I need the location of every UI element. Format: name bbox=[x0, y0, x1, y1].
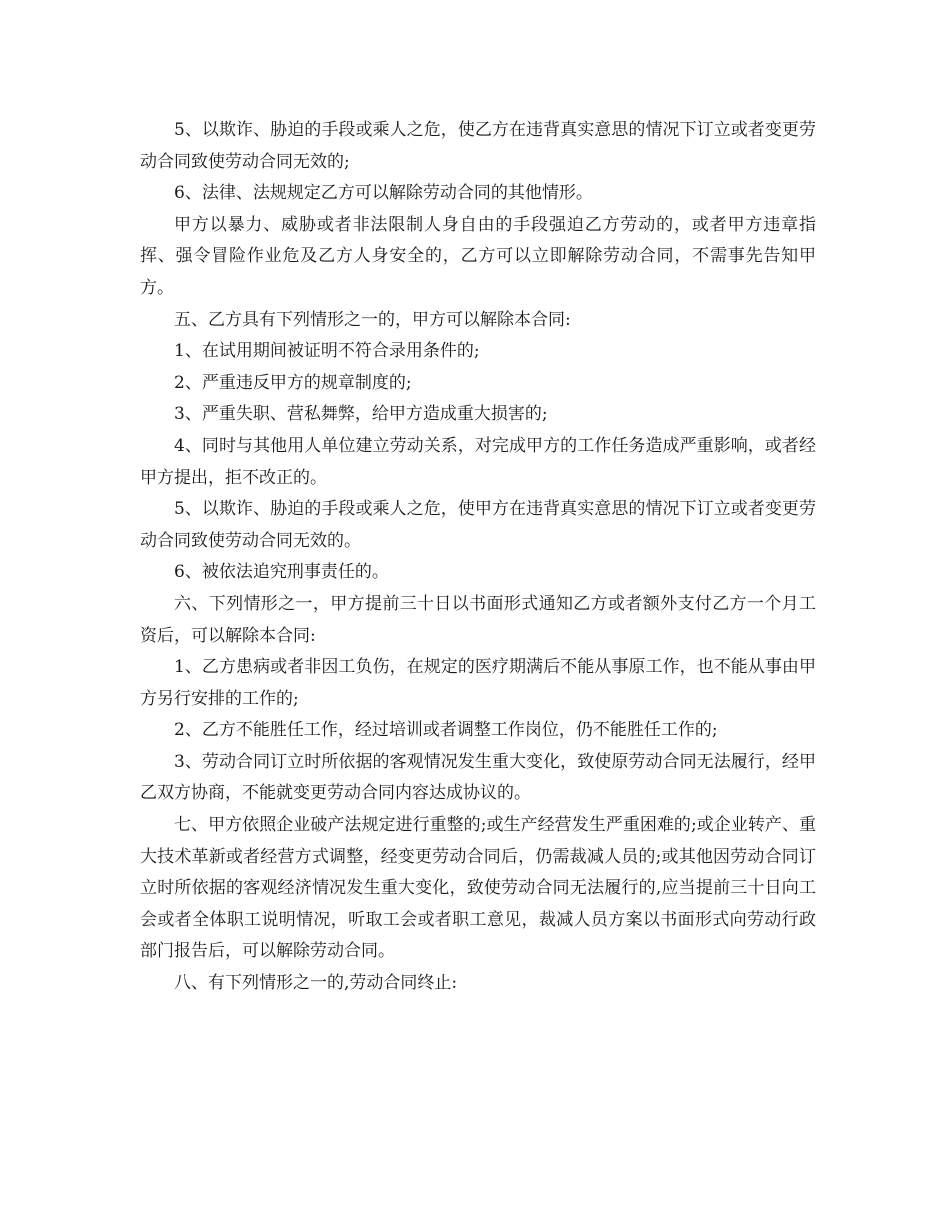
section-heading: 六、下列情形之一，甲方提前三十日以书面形式通知乙方或者额外支付乙方一个月工资后，可以解除本合同: bbox=[140, 593, 816, 646]
section-heading: 七、甲方依照企业破产法规定进行重整的;或生产经营发生严重困难的;或企业转产、重大技术革新或者经营方式调整，经变更劳动合同后，仍需裁减人员的;或其他因劳动合同订立时所依据的客观经济情况发生重大变化，致使劳动合同无法履行的,应当提前三十日向工会或者全体职工说明情况，听取工会或者职工意见，裁减人员方案以书面形式向劳动行政部门报告后，可以解除劳动合同。 bbox=[140, 815, 816, 962]
paragraph: 3、劳动合同订立时所依据的客观情况发生重大变化，致使原劳动合同无法履行，经甲乙双方协商，不能就变更劳动合同内容达成协议的。 bbox=[140, 751, 816, 804]
section-heading: 五、乙方具有下列情形之一的，甲方可以解除本合同: bbox=[174, 309, 571, 330]
paragraph: 4、同时与其他用人单位建立劳动关系，对完成甲方的工作任务造成严重影响，或者经甲方提出，拒不改正的。 bbox=[140, 435, 816, 488]
section-heading: 八、有下列情形之一的,劳动合同终止: bbox=[174, 973, 458, 994]
document-body bbox=[140, 115, 816, 1000]
paragraph: 2、乙方不能胜任工作，经过培训或者调整工作岗位，仍不能胜任工作的; bbox=[174, 720, 718, 741]
paragraph: 6、法律、法规规定乙方可以解除劳动合同的其他情形。 bbox=[174, 183, 593, 204]
paragraph: 1、乙方患病或者非因工负伤，在规定的医疗期满后不能从事原工作，也不能从事由甲方另行安排的工作的; bbox=[140, 657, 816, 709]
paragraph: 5、以欺诈、胁迫的手段或乘人之危，使甲方在违背真实意思的情况下订立或者变更劳动合同致使劳动合同无效的。 bbox=[140, 499, 816, 551]
paragraph: 甲方以暴力、威胁或者非法限制人身自由的手段强迫乙方劳动的，或者甲方违章指挥、强令冒险作业危及乙方人身安全的，乙方可以立即解除劳动合同，不需事先告知甲方。 bbox=[140, 214, 816, 298]
paragraph: 2、严重违反甲方的规章制度的; bbox=[174, 372, 412, 393]
paragraph: 5、以欺诈、胁迫的手段或乘人之危，使乙方在违背真实意思的情况下订立或者变更劳动合同致使劳动合同无效的; bbox=[140, 120, 816, 172]
paragraph: 3、严重失职、营私舞弊，给甲方造成重大损害的; bbox=[174, 404, 548, 425]
paragraph: 1、在试用期间被证明不符合录用条件的; bbox=[174, 341, 480, 362]
paragraph: 6、被依法追究刑事责任的。 bbox=[174, 562, 389, 583]
